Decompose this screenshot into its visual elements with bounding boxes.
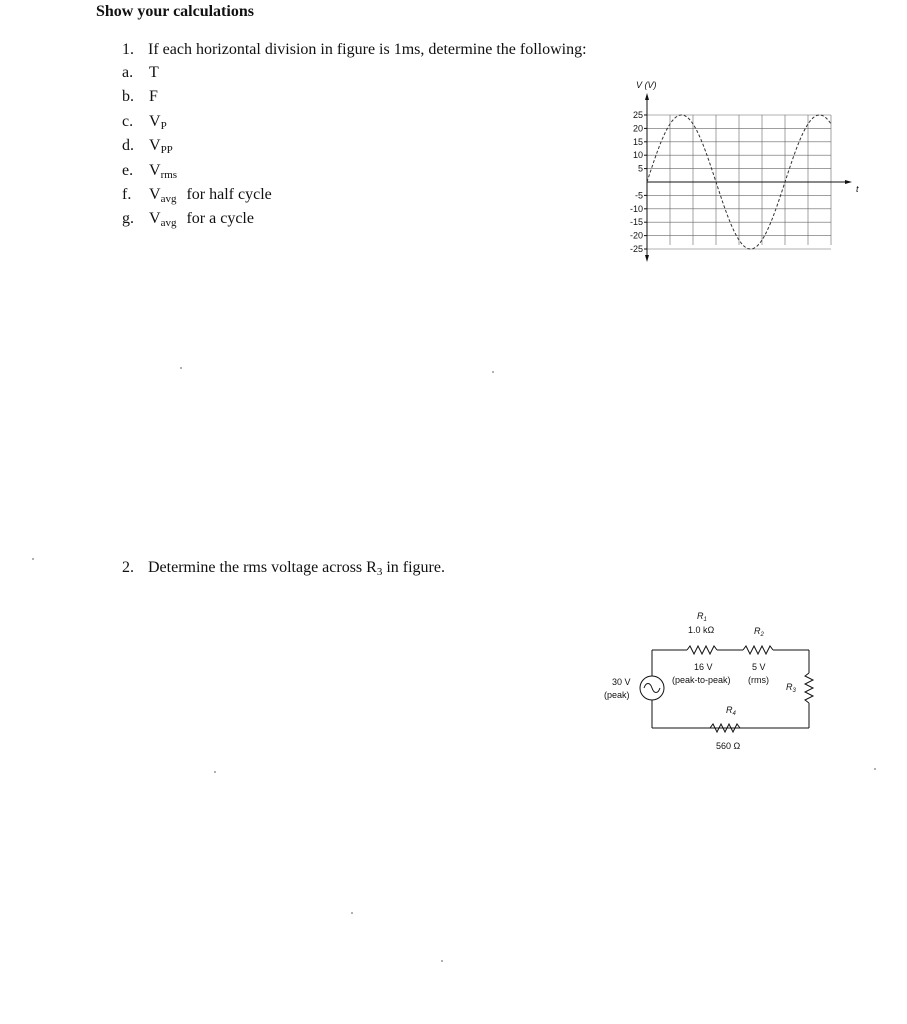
resistor-r3 (805, 673, 813, 703)
chart-ylabel: V (V) (636, 80, 657, 90)
y-tick-label: -20 (629, 230, 643, 241)
resistor-r2 (743, 646, 773, 654)
item-letter: e. (122, 162, 134, 179)
scan-speck (874, 768, 876, 770)
scan-speck (214, 771, 216, 773)
chart-xlabel: t (856, 184, 859, 194)
source-value: 30 V (612, 677, 631, 687)
resistor-r1 (687, 646, 717, 654)
item-letter: a. (122, 64, 134, 81)
chart-y-ticks (630, 110, 647, 254)
item-symbol: V (149, 186, 161, 203)
page-heading: Show your calculations (96, 3, 254, 20)
scan-speck (180, 367, 182, 369)
r2-voltage: 5 V (752, 662, 766, 672)
r4-label: $R_4$ (726, 705, 736, 717)
question-1-item (122, 88, 158, 107)
item-subscript: avg (160, 193, 177, 205)
item-letter: c. (122, 113, 134, 130)
r2-label: $R_2$ (754, 626, 764, 638)
item-letter: d. (122, 137, 134, 154)
item-suffix: for a cycle (186, 210, 254, 227)
question-2-text: Determine the rms voltage across $R_3$ in figure. (148, 559, 445, 578)
y-tick-label: 20 (632, 123, 643, 134)
y-tick-label: 15 (632, 136, 643, 147)
question-1 (122, 41, 587, 59)
item-symbol: V (149, 137, 161, 154)
question-1-item (122, 113, 167, 132)
circuit-diagram (590, 600, 830, 765)
y-axis-arrow-down-icon (645, 255, 649, 262)
question-1-item (122, 137, 173, 156)
y-tick-label: 10 (632, 150, 643, 161)
question-1-item (122, 186, 272, 205)
question-1-text: If each horizontal division in figure is 1ms, determine the following: (148, 41, 587, 58)
item-subscript: PP (160, 144, 173, 156)
item-subscript: rms (160, 169, 178, 181)
item-symbol: V (149, 162, 161, 179)
r1-voltage-note: (peak-to-peak) (672, 675, 731, 685)
item-symbol: F (149, 88, 158, 105)
source-note: (peak) (604, 690, 630, 700)
y-tick-label: 5 (637, 163, 643, 174)
y-axis-arrow-up-icon (645, 93, 649, 100)
r1-value: 1.0 kΩ (688, 625, 715, 635)
question-1-number: 1. (122, 41, 134, 58)
r4-value: 560 Ω (716, 741, 741, 751)
question-1-item (122, 64, 159, 83)
item-letter: f. (122, 186, 132, 203)
y-tick-label: -15 (629, 217, 643, 228)
item-suffix: for half cycle (186, 186, 272, 203)
item-symbol: V (149, 113, 161, 130)
item-subscript: avg (160, 217, 177, 229)
r1-label: $R_1$ (697, 611, 707, 623)
r2-voltage-note: (rms) (748, 675, 769, 685)
question-1-item (122, 210, 254, 229)
scan-speck (32, 558, 34, 560)
y-tick-label: -10 (629, 203, 643, 214)
x-axis-arrow-icon (845, 180, 852, 184)
question-1-item (122, 162, 177, 181)
y-tick-label: 25 (632, 110, 643, 120)
sine-symbol-icon (644, 684, 660, 693)
item-symbol: T (149, 64, 159, 81)
r3-label: $R_3$ (786, 682, 796, 694)
item-letter: b. (122, 88, 134, 105)
question-2-number: 2. (122, 559, 134, 576)
scan-speck (492, 371, 494, 373)
scan-speck (441, 960, 443, 962)
sine-wave-chart (600, 70, 860, 270)
item-symbol: V (149, 210, 161, 227)
item-letter: g. (122, 210, 134, 227)
item-subscript: P (160, 120, 167, 132)
scan-speck (351, 912, 353, 914)
y-tick-label: -5 (634, 190, 643, 201)
y-tick-label: -25 (629, 244, 643, 254)
r1-voltage: 16 V (694, 662, 713, 672)
question-2 (122, 559, 445, 578)
